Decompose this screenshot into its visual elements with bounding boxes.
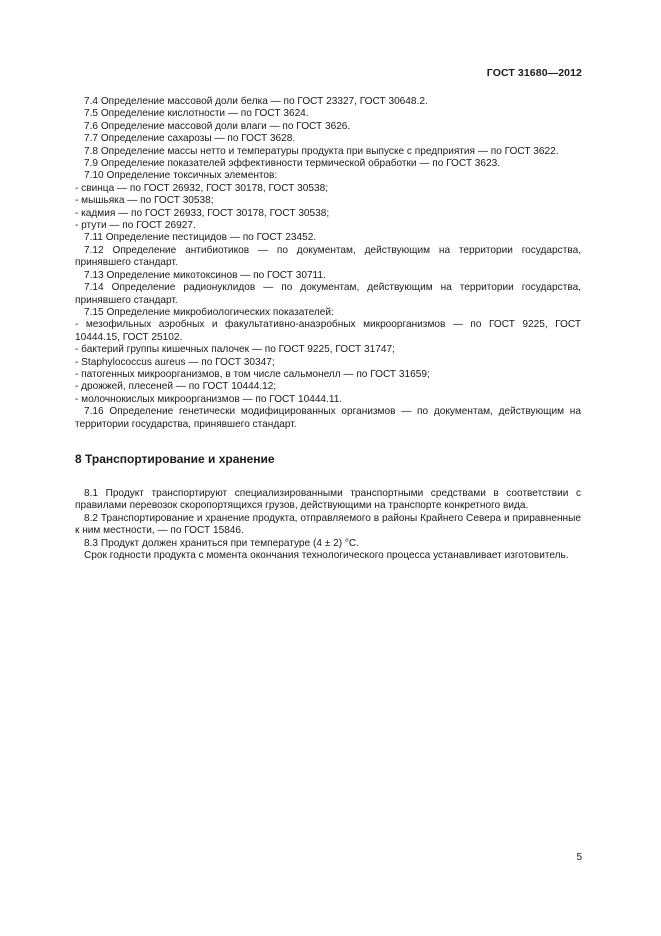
clause-8-2: 8.2 Транспортирование и хранение продукта, отправляемого в районы Крайнего Севера и приравненные к ним местности, — по ГОСТ 15846.	[75, 512, 581, 537]
clause-7-12: 7.12 Определение антибиотиков — по документам, действующим на территории государства, принявшего стандарт.	[75, 244, 581, 269]
clause-7-10: 7.10 Определение токсичных элементов:	[84, 170, 278, 182]
clause-7-6: 7.6 Определение массовой доли влаги — по ГОСТ 3626.	[84, 120, 351, 132]
page-number: 5	[576, 852, 582, 863]
list-item-mercury: - ртути — по ГОСТ 26927.	[75, 220, 196, 232]
list-item-staphylococcus: - Staphylococcus aureus — по ГОСТ 30347;	[75, 356, 275, 368]
document-code-header: ГОСТ 31680—2012	[486, 67, 582, 79]
section-8-body	[75, 488, 581, 562]
clause-7-5: 7.5 Определение кислотности — по ГОСТ 3624.	[84, 108, 309, 120]
clause-7-11: 7.11 Определение пестицидов — по ГОСТ 23452.	[84, 232, 317, 244]
section-8-heading: 8 Транспортирование и хранение	[75, 451, 275, 466]
list-item-arsenic: - мышьяка — по ГОСТ 30538;	[75, 195, 214, 207]
clause-7-8: 7.8 Определение массы нетто и температуры продукта при выпуске с предприятия — по ГОСТ 3622.	[84, 145, 559, 157]
clause-7-14: 7.14 Определение радионуклидов — по документам, действующим на территории государства, принявшего стандарт.	[75, 282, 581, 306]
clause-7-4: 7.4 Определение массовой доли белка — по ГОСТ 23327, ГОСТ 30648.2.	[84, 96, 428, 107]
clause-7-15: 7.15 Определение микробиологических показателей:	[84, 306, 334, 318]
section-7-list	[75, 96, 581, 431]
shelf-life-paragraph: Срок годности продукта с момента окончания технологического процесса устанавливает изготовитель.	[84, 550, 569, 561]
clause-7-16: 7.16 Определение генетически модифицированных организмов — по документам, действующим на территории государства, принявшего стандарт.	[75, 406, 581, 430]
clause-7-7: 7.7 Определение сахарозы — по ГОСТ 3628.	[84, 133, 296, 145]
list-item-pathogens: - патогенных микроорганизмов, в том числе сальмонелл — по ГОСТ 31659;	[75, 368, 430, 380]
list-item-coliform: - бактерий группы кишечных палочек — по ГОСТ 9225, ГОСТ 31747;	[75, 344, 395, 356]
page-content	[75, 96, 581, 562]
list-item-cadmium: - кадмия — по ГОСТ 26933, ГОСТ 30178, ГОСТ 30538;	[75, 207, 330, 219]
clause-8-3: 8.3 Продукт должен храниться при температуре (4 ± 2) °С.	[84, 537, 359, 549]
list-item-lead: - свинца — по ГОСТ 26932, ГОСТ 30178, ГОСТ 30538;	[75, 182, 329, 194]
list-item-lactic: - молочнокислых микроорганизмов — по ГОСТ 10444.11.	[75, 393, 343, 405]
list-item-yeast-mold: - дрожжей, плесеней — по ГОСТ 10444.12;	[75, 381, 277, 393]
clause-7-13: 7.13 Определение микотоксинов — по ГОСТ 30711.	[84, 269, 326, 281]
clause-8-1: 8.1 Продукт транспортируют специализированными транспортными средствами в соответствии с правилами перевозок скоропортящихся грузов, действующими на транспорте конкретного вида.	[75, 487, 581, 512]
list-item-mesophilic: - мезофильных аэробных и факультативно-анаэробных микроорганизмов — по ГОСТ 9225, ГОСТ 10444.15, ГОСТ 25102.	[75, 319, 581, 343]
clause-7-9: 7.9 Определение показателей эффективности термической обработки — по ГОСТ 3623.	[84, 158, 501, 170]
